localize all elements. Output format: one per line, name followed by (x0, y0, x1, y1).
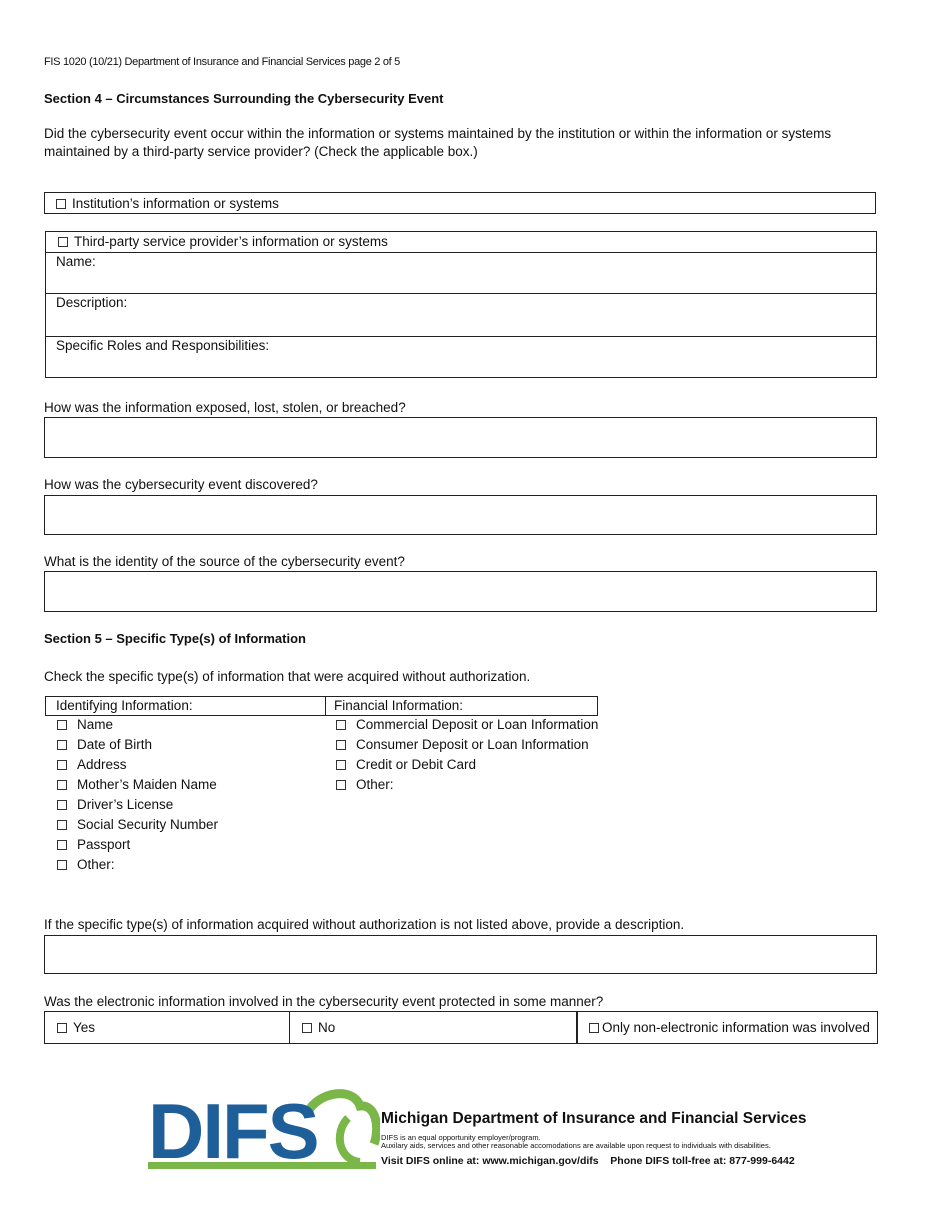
identifying-item-label: Social Security Number (77, 817, 219, 832)
financial-item-label: Other: (356, 777, 394, 792)
section4-title: Section 4 – Circumstances Surrounding the Cybersecurity Event (44, 91, 444, 106)
thirdparty-option[interactable] (58, 234, 388, 249)
identifying-checkbox[interactable] (57, 800, 67, 810)
source-question: What is the identity of the source of the cybersecurity event? (44, 554, 405, 569)
section5-title: Section 5 – Specific Type(s) of Information (44, 631, 306, 646)
financial-item[interactable] (336, 717, 598, 732)
not-listed-question: If the specific type(s) of information acquired without authorization is not listed above, provide a description. (44, 917, 685, 932)
identifying-item-label: Date of Birth (77, 737, 153, 752)
institution-option-label: Institution’s information or systems (72, 196, 279, 211)
protected-yes-label: Yes (73, 1020, 96, 1035)
exposed-question: How was the information exposed, lost, stolen, or breached? (44, 400, 406, 415)
protected-no-label: No (318, 1020, 336, 1035)
description-label: Description: (56, 295, 128, 310)
accommodations-text: Auxilary aids, services and other reasonable accomodations are available upon request to individuals with disabilities. (381, 1141, 771, 1150)
identifying-item[interactable] (57, 857, 115, 872)
protected-non-electronic[interactable] (577, 1012, 877, 1043)
financial-item[interactable] (336, 757, 476, 772)
identifying-item[interactable] (57, 717, 113, 732)
identifying-item[interactable] (57, 797, 173, 812)
thirdparty-checkbox[interactable] (58, 237, 68, 247)
roles-label: Specific Roles and Responsibilities: (56, 338, 270, 353)
financial-item[interactable] (336, 737, 589, 752)
form-header: FIS 1020 (10/21) Department of Insurance and Financial Services page 2 of 5 (44, 56, 400, 68)
section4-question: Did the cybersecurity event occur within the information or systems maintained by the institution or within the information or systems maintained by a third-party service provider? (Check the applicable box.) (44, 126, 832, 159)
equal-opportunity-text: DIFS is an equal opportunity employer/program. (381, 1133, 541, 1142)
financial-item-label: Credit or Debit Card (356, 757, 477, 772)
identifying-checkbox[interactable] (57, 740, 67, 750)
identifying-item-label: Address (77, 757, 127, 772)
protected-question: Was the electronic information involved in the cybersecurity event protected in some manner? (44, 994, 604, 1009)
institution-option-box (44, 192, 876, 214)
financial-item[interactable] (336, 777, 394, 792)
info-type-header (45, 696, 598, 716)
financial-checkbox[interactable] (336, 720, 346, 730)
identifying-item[interactable] (57, 757, 127, 772)
protected-yes[interactable] (45, 1012, 290, 1043)
discovered-question: How was the cybersecurity event discovered? (44, 477, 318, 492)
identifying-checkbox[interactable] (57, 860, 67, 870)
identifying-item-label: Mother’s Maiden Name (77, 777, 217, 792)
institution-option[interactable] (56, 196, 279, 211)
identifying-item-label: Other: (77, 857, 115, 872)
org-name: Michigan Department of Insurance and Financial Services (381, 1110, 807, 1127)
not-listed-input[interactable] (44, 935, 877, 974)
thirdparty-box (45, 231, 877, 378)
identifying-item-label: Name (77, 717, 114, 732)
identifying-checkbox[interactable] (57, 720, 67, 730)
section5-instruction: Check the specific type(s) of information that were acquired without authorization. (44, 669, 531, 684)
discovered-input[interactable] (44, 495, 877, 535)
identifying-checkbox[interactable] (57, 760, 67, 770)
contact-line: Visit DIFS online at: www.michigan.gov/difs Phone DIFS toll-free at: 877-999-6442 (381, 1155, 795, 1167)
difs-logo-text: DIFS (148, 1087, 318, 1175)
identifying-item[interactable] (57, 817, 218, 832)
protected-yes-checkbox[interactable] (57, 1023, 67, 1033)
identifying-checkbox[interactable] (57, 820, 67, 830)
protected-no-checkbox[interactable] (302, 1023, 312, 1033)
protected-no[interactable] (290, 1012, 577, 1043)
identifying-checkbox[interactable] (57, 780, 67, 790)
financial-checkbox[interactable] (336, 780, 346, 790)
financial-header: Financial Information: (334, 698, 464, 713)
identifying-item[interactable] (57, 777, 217, 792)
protected-non-electronic-checkbox[interactable] (589, 1023, 599, 1033)
thirdparty-option-label: Third-party service provider’s information or systems (74, 234, 388, 249)
protected-non-electronic-label: Only non-electronic information was involved (602, 1020, 870, 1035)
identifying-item[interactable] (57, 737, 152, 752)
identifying-item-label: Passport (77, 837, 131, 852)
difs-logo (148, 1087, 380, 1175)
identifying-item-label: Driver’s License (77, 797, 174, 812)
protected-options-box (44, 1011, 878, 1044)
identifying-header: Identifying Information: (56, 698, 193, 713)
identifying-item[interactable] (57, 837, 130, 852)
financial-checkbox[interactable] (336, 740, 346, 750)
exposed-input[interactable] (44, 417, 877, 458)
financial-item-label: Commercial Deposit or Loan Information (356, 717, 599, 732)
source-input[interactable] (44, 571, 877, 612)
name-label: Name: (56, 254, 96, 269)
financial-item-label: Consumer Deposit or Loan Information (356, 737, 589, 752)
institution-checkbox[interactable] (56, 199, 66, 209)
identifying-checkbox[interactable] (57, 840, 67, 850)
financial-checkbox[interactable] (336, 760, 346, 770)
